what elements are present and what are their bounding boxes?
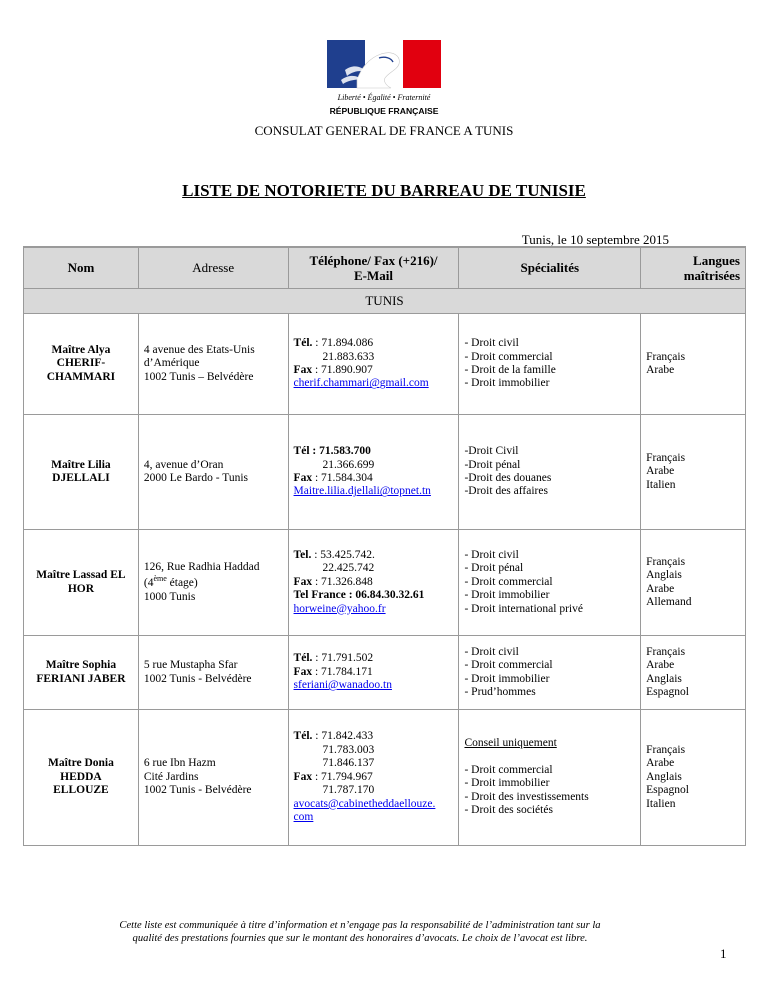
cell-contact: [288, 314, 459, 415]
tel-line: [294, 549, 454, 562]
section-row: [24, 289, 746, 314]
specialite-item: - Droit immobilier: [464, 672, 550, 685]
header-langues-line1: Langues: [693, 252, 740, 268]
email-link[interactable]: horweine@yahoo.fr: [293, 602, 386, 615]
adresse-floor-sup: ème: [153, 574, 167, 584]
specialite-item: - Droit des sociétés: [464, 804, 553, 817]
page-number: 1: [720, 946, 727, 961]
table-header-row: [24, 247, 746, 289]
fax-value: : 71.794.967: [312, 770, 373, 783]
specialite-item: -Droit pénal: [464, 458, 521, 471]
cell-contact: [288, 710, 459, 846]
langue-item: Français: [646, 555, 686, 568]
cell-contact: [288, 636, 459, 710]
specialite-item: - Prud’hommes: [464, 685, 536, 698]
cell-adresse: [138, 415, 288, 530]
cell-langues: [641, 710, 746, 846]
langue-item: Anglais: [646, 770, 682, 783]
specialite-item: - Droit de la famille: [464, 364, 556, 376]
langue-item: Français: [646, 451, 686, 464]
cell-langues: [641, 530, 746, 636]
cell-langues: [641, 314, 746, 415]
langue-item: Arabe: [646, 659, 675, 672]
section-tunis: TUNIS: [24, 289, 746, 314]
avocats-table: [23, 246, 746, 846]
specialite-item: -Droit des douanes: [464, 472, 552, 484]
header-telephone-line1: Téléphone/ Fax (+216)/: [309, 252, 438, 268]
fax-label: Fax: [293, 575, 313, 588]
tel-france-line: Tel France : 06.84.30.32.61: [293, 589, 425, 602]
cell-langues: [641, 636, 746, 710]
langue-item: Espagnol: [646, 685, 689, 698]
tel-line: [294, 337, 454, 350]
cell-nom: [24, 636, 139, 710]
tel-extra: 22.425.742: [322, 562, 375, 575]
tel-extra: 21.883.633: [322, 350, 375, 363]
cell-contact: [288, 415, 459, 530]
nom-line: DJELLALI: [52, 472, 110, 484]
fax-value: : 71.784.171: [312, 665, 373, 678]
tel-value: : 71.894.086: [312, 337, 374, 350]
specialite-item: - Droit immobilier: [464, 777, 550, 790]
email-part: avocats@cabinetheddaellouze.: [293, 797, 436, 810]
cell-nom: [24, 530, 139, 636]
specialite-item: - Droit civil: [464, 337, 519, 350]
specialite-item: -Droit des affaires: [464, 485, 548, 498]
nom-line: HEDDA: [60, 770, 102, 783]
document-title: LISTE DE NOTORIETE DU BARREAU DE TUNISIE: [182, 181, 586, 200]
fax-line: [294, 472, 454, 485]
tel-extra: 21.366.699: [322, 458, 375, 471]
specialite-item: - Droit civil: [464, 645, 519, 658]
tel-value: : 71.583.700: [309, 445, 371, 458]
langue-item: Arabe: [646, 465, 675, 478]
fax-line: [294, 666, 454, 679]
fax-value: : 71.584.304: [312, 472, 373, 484]
tel-extra: 71.846.137: [322, 757, 375, 770]
tel-value: : 71.791.502: [312, 652, 374, 665]
specialite-item: - Droit commercial: [464, 763, 553, 776]
langue-item: Arabe: [646, 364, 675, 376]
specialite-item: -Droit Civil: [464, 445, 519, 458]
fax-label: Fax: [293, 770, 313, 783]
cell-nom: [24, 710, 139, 846]
adresse-line: 1002 Tunis – Belvédère: [143, 370, 254, 383]
tel-line: [294, 730, 454, 743]
cell-specialites: [459, 314, 641, 415]
table-row: [24, 530, 746, 636]
logo-motto: Liberté • Égalité • Fraternité: [337, 93, 431, 102]
table-row: [24, 710, 746, 846]
disclaimer-line: Cette liste est communiquée à titre d’information et n’engage pas la responsabilité de l’administration tant sur la: [119, 920, 601, 931]
nom-line: CHAMMARI: [46, 370, 116, 383]
cell-specialites: [459, 415, 641, 530]
langue-item: Arabe: [646, 757, 675, 770]
cell-specialites: [459, 710, 641, 846]
nom-line: HOR: [67, 582, 95, 595]
cell-adresse: [138, 530, 288, 636]
tel-label: Tél.: [293, 337, 313, 350]
langue-item: Allemand: [646, 595, 692, 608]
footer-disclaimer: [30, 919, 690, 945]
nom-line: CHERIF-: [56, 357, 106, 370]
tel-label: Tel.: [293, 548, 312, 561]
specialite-item: - Droit commercial: [464, 575, 553, 588]
email-link[interactable]: [294, 798, 454, 825]
fax-label: Fax: [293, 472, 313, 484]
adresse-line: 1002 Tunis - Belvédère: [143, 672, 252, 685]
specialite-item: - Droit des investissements: [464, 790, 589, 803]
langue-item: Français: [646, 350, 686, 363]
cell-nom: [24, 415, 139, 530]
langue-item: Italien: [646, 478, 676, 491]
tel-line: [294, 445, 454, 458]
cell-specialites: [459, 530, 641, 636]
header-nom: Nom: [24, 247, 139, 289]
cell-adresse: [138, 710, 288, 846]
nom-line: Maître Alya: [51, 343, 111, 356]
langue-item: Français: [646, 743, 686, 756]
fax-line: [294, 364, 454, 377]
specialite-item: - Droit international privé: [464, 602, 583, 615]
fax-extra: 71.787.170: [322, 784, 375, 797]
adresse-line: 5 rue Mustapha Sfar: [143, 659, 238, 672]
header-telephone: [288, 247, 459, 289]
cell-adresse: [138, 636, 288, 710]
specialite-item: - Droit pénal: [464, 562, 524, 575]
adresse-floor-rest: étage): [166, 577, 198, 590]
adresse-line: d’Amérique: [143, 357, 200, 370]
nom-line: Maître Donia: [47, 757, 114, 770]
fax-line: [294, 771, 454, 784]
email-link[interactable]: Maitre.lilia.djellali@topnet.tn: [293, 485, 431, 498]
adresse-line: 6 rue Ibn Hazm: [143, 757, 216, 770]
langue-item: Arabe: [646, 582, 675, 595]
nom-line: Maître Lassad EL: [36, 569, 126, 582]
header-adresse: Adresse: [138, 247, 288, 289]
specialite-item: - Droit immobilier: [464, 589, 550, 602]
nom-line: Maître Lilia: [51, 458, 111, 471]
adresse-line: 2000 Le Bardo - Tunis: [143, 472, 249, 484]
tel-label: Tél: [293, 445, 310, 458]
specialite-item: - Droit civil: [464, 548, 519, 561]
consulat-heading: CONSULAT GENERAL DE FRANCE A TUNIS: [254, 123, 514, 138]
table-row: [24, 636, 746, 710]
tel-value: : 71.842.433: [312, 730, 374, 743]
fax-value: : 71.326.848: [312, 575, 373, 588]
conseil-note: Conseil uniquement: [464, 737, 557, 750]
email-link[interactable]: sferiani@wanadoo.tn: [293, 679, 392, 692]
specialite-item: - Droit commercial: [464, 659, 553, 672]
adresse-line: Cité Jardins: [143, 770, 199, 783]
fax-label: Fax: [293, 364, 313, 376]
tel-extra: 71.783.003: [322, 743, 375, 756]
cell-specialites: [459, 636, 641, 710]
langue-item: Anglais: [646, 672, 682, 685]
tel-value: : 53.425.742.: [311, 548, 375, 561]
email-link[interactable]: cherif.chammari@gmail.com: [293, 377, 429, 390]
cell-langues: [641, 415, 746, 530]
cell-adresse: [138, 314, 288, 415]
tel-label: Tél.: [293, 730, 313, 743]
langue-item: Espagnol: [646, 784, 689, 797]
nom-line: ELLOUZE: [53, 784, 109, 797]
header-langues-line2: maîtrisées: [683, 268, 740, 283]
logo-republic: RÉPUBLIQUE FRANÇAISE: [329, 106, 439, 116]
adresse-line: 1000 Tunis: [143, 590, 196, 603]
adresse-line: [144, 574, 283, 590]
adresse-line: 4 avenue des Etats-Unis: [143, 343, 255, 356]
header-telephone-line2: E-Mail: [354, 268, 393, 283]
fax-label: Fax: [293, 665, 313, 678]
adresse-line: 1002 Tunis - Belvédère: [143, 784, 252, 797]
table-row: [24, 415, 746, 530]
specialite-item: - Droit immobilier: [464, 377, 550, 390]
email-part: com: [293, 811, 314, 824]
specialite-item: - Droit commercial: [464, 350, 553, 363]
nom-line: FERIANI JABER: [36, 672, 126, 685]
tel-label: Tél.: [293, 652, 313, 665]
cell-contact: [288, 530, 459, 636]
header-langues: [641, 247, 746, 289]
fax-value: : 71.890.907: [312, 364, 373, 376]
document-date: Tunis, le 10 septembre 2015: [521, 232, 669, 247]
adresse-line: 126, Rue Radhia Haddad: [143, 560, 260, 573]
adresse-floor: (4: [143, 577, 154, 590]
langue-item: Anglais: [646, 569, 682, 582]
table-row: [24, 314, 746, 415]
nom-line: Maître Sophia: [45, 659, 117, 672]
langue-item: Italien: [646, 797, 676, 810]
fax-line: [294, 576, 454, 589]
adresse-line: 4, avenue d’Oran: [143, 458, 224, 471]
header-specialites: Spécialités: [459, 247, 641, 289]
tel-line: [294, 652, 454, 665]
republique-francaise-logo: [327, 40, 441, 120]
cell-nom: [24, 314, 139, 415]
langue-item: Français: [646, 645, 686, 658]
disclaimer-line: qualité des prestations fournies que sur le montant des honoraires d’avocats. Le choix de l’avocat est libre.: [132, 933, 588, 945]
